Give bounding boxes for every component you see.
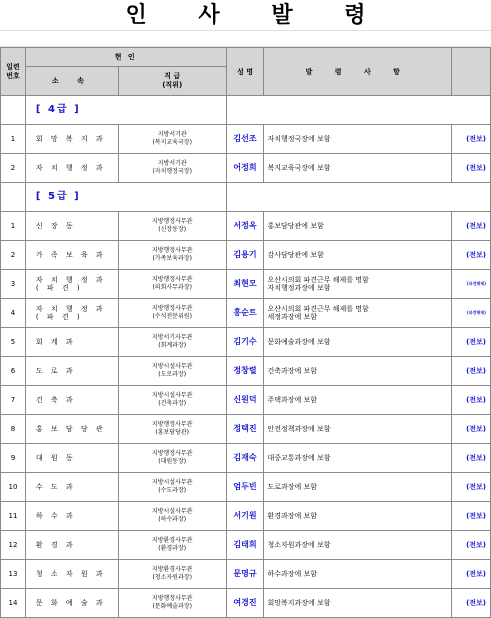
position-title: (건축과장) xyxy=(158,400,187,407)
row-name: 김기수 xyxy=(226,328,264,357)
row-rank xyxy=(118,154,226,183)
appointment-line: 문화예술과장에 보함 xyxy=(267,338,331,346)
rank-title: 지방환경사무관 xyxy=(151,566,193,573)
row-note: (전보) xyxy=(452,502,491,531)
row-name: 김용기 xyxy=(226,241,264,270)
table-row xyxy=(1,154,491,183)
row-appointment xyxy=(264,357,452,386)
grade-label: [ 5급 ] xyxy=(25,183,226,212)
spreadsheet-blank-row xyxy=(0,30,491,47)
rank-title: 지방시설사무관 xyxy=(151,479,193,486)
row-number: 9 xyxy=(1,444,26,473)
row-note: (전보) xyxy=(452,386,491,415)
appointment-line: 오산시의회 파견근무 해제를 명함 xyxy=(267,305,369,313)
position-title: (수석전문위원) xyxy=(152,313,192,320)
row-name: 정택진 xyxy=(226,415,264,444)
row-department xyxy=(25,357,118,386)
department-name: 회 망 복 지 과 xyxy=(35,135,106,143)
row-department xyxy=(25,502,118,531)
row-note: (전보) xyxy=(452,241,491,270)
table-row xyxy=(1,212,491,241)
position-title: (홍보담당관) xyxy=(155,429,190,436)
department-name: 회 계 과 xyxy=(35,338,76,346)
row-department xyxy=(25,386,118,415)
appointment-line: 감사담당관에 보함 xyxy=(267,251,324,259)
position-title: (복지교육국장) xyxy=(152,139,192,146)
appointment-line: 하수과장에 보함 xyxy=(267,570,318,578)
table-row xyxy=(1,357,491,386)
position-title: (환경과장) xyxy=(158,545,187,552)
department-name: 수 도 과 xyxy=(35,483,76,491)
row-rank xyxy=(118,560,226,589)
department-name: 청 소 자 원 과 xyxy=(35,570,106,578)
row-name: 서기원 xyxy=(226,502,264,531)
grade-section-row xyxy=(1,183,491,212)
row-rank xyxy=(118,589,226,618)
row-appointment xyxy=(264,589,452,618)
row-rank xyxy=(118,357,226,386)
row-number: 1 xyxy=(1,125,26,154)
rank-title: 지방행정사무관 xyxy=(151,421,193,428)
rank-title: 지방시설사무관 xyxy=(151,508,193,515)
row-appointment xyxy=(264,502,452,531)
row-department xyxy=(25,270,118,299)
appointment-line: 주택과장에 보함 xyxy=(267,396,318,404)
appointment-line: 홍보담당관에 보함 xyxy=(267,222,324,230)
row-department xyxy=(25,212,118,241)
row-note: (전보) xyxy=(452,212,491,241)
appointment-line: 오산시의회 파견근무 해제를 명함 xyxy=(267,276,369,284)
department-name: 신 장 동 xyxy=(35,222,76,230)
row-appointment xyxy=(264,299,452,328)
appointment-line: 자치행정과장에 보함 xyxy=(267,284,331,292)
appointment-line: 세정과장에 보함 xyxy=(267,313,318,321)
table-row xyxy=(1,531,491,560)
row-department xyxy=(25,328,118,357)
position-title: (청소자원과장) xyxy=(152,574,192,581)
department-name: 자 치 행 정 과 xyxy=(35,164,106,172)
department-name: 대 원 동 xyxy=(35,454,76,462)
row-number: 2 xyxy=(1,241,26,270)
rank-title: 지방행정사무관 xyxy=(151,305,193,312)
row-note: (파견해제) xyxy=(452,270,491,299)
row-note: (전보) xyxy=(452,154,491,183)
grade-section-row xyxy=(1,96,491,125)
row-appointment xyxy=(264,241,452,270)
row-note: (전보) xyxy=(452,415,491,444)
department-name: 하 수 과 xyxy=(35,512,76,520)
row-appointment xyxy=(264,473,452,502)
row-rank xyxy=(118,531,226,560)
row-appointment xyxy=(264,125,452,154)
header-note xyxy=(452,48,491,96)
grade-section-blank xyxy=(1,183,26,212)
row-name: 어정희 xyxy=(226,154,264,183)
row-note: (전보) xyxy=(452,125,491,154)
row-name: 정창렬 xyxy=(226,357,264,386)
table-row xyxy=(1,328,491,357)
row-appointment xyxy=(264,270,452,299)
row-rank xyxy=(118,241,226,270)
row-department xyxy=(25,560,118,589)
appointment-line: 안전정책과장에 보함 xyxy=(267,425,331,433)
row-name: 문명규 xyxy=(226,560,264,589)
row-name: 신원덕 xyxy=(226,386,264,415)
header-rank: 직 급 (직위) xyxy=(118,67,226,96)
row-department xyxy=(25,299,118,328)
row-department xyxy=(25,415,118,444)
appointment-line: 대중교통과장에 보함 xyxy=(267,454,331,462)
table-row xyxy=(1,473,491,502)
row-number: 13 xyxy=(1,560,26,589)
rank-title: 지방서기관 xyxy=(157,131,187,138)
grade-section-blank xyxy=(226,96,490,125)
header-content: 발 령 사 항 xyxy=(264,48,452,96)
table-row xyxy=(1,386,491,415)
position-title: (하수과장) xyxy=(158,516,187,523)
row-appointment xyxy=(264,212,452,241)
row-department xyxy=(25,473,118,502)
grade-section-blank xyxy=(1,96,26,125)
row-number: 10 xyxy=(1,473,26,502)
row-rank xyxy=(118,125,226,154)
position-title: (문화예술과장) xyxy=(152,603,192,610)
rank-title: 지방시설사무관 xyxy=(151,363,193,370)
row-number: 5 xyxy=(1,328,26,357)
position-title: (가족보육과장) xyxy=(152,255,192,262)
department-name: 홍 보 담 당 관 xyxy=(35,425,106,433)
header-row xyxy=(1,48,491,67)
row-number: 8 xyxy=(1,415,26,444)
header-dept: 소 속 xyxy=(25,67,118,96)
row-name: 여경진 xyxy=(226,589,264,618)
row-note: (전보) xyxy=(452,328,491,357)
appointment-line: 자치행정국장에 보함 xyxy=(267,135,331,143)
position-title: (대원동장) xyxy=(158,458,187,465)
row-note: (전보) xyxy=(452,357,491,386)
row-department xyxy=(25,241,118,270)
row-name: 최현모 xyxy=(226,270,264,299)
appointment-line: 복지교육국장에 보함 xyxy=(267,164,331,172)
row-name: 홍순트 xyxy=(226,299,264,328)
department-name: 환 경 과 xyxy=(35,541,76,549)
row-name: 엄두빈 xyxy=(226,473,264,502)
department-name: 자 치 행 정 과 xyxy=(35,276,106,284)
rank-title: 지방환경사무관 xyxy=(151,537,193,544)
row-number: 2 xyxy=(1,154,26,183)
row-number: 11 xyxy=(1,502,26,531)
row-number: 7 xyxy=(1,386,26,415)
header-seq: 일련 번호 xyxy=(1,48,26,96)
table-row xyxy=(1,125,491,154)
position-title: (자치행정국장) xyxy=(152,168,192,175)
header-current: 현 인 xyxy=(25,48,226,67)
row-rank xyxy=(118,299,226,328)
position-title: (수도과장) xyxy=(158,487,187,494)
rank-title: 지방행정사무관 xyxy=(151,218,193,225)
row-appointment xyxy=(264,386,452,415)
rank-title: 지방서기관 xyxy=(157,160,187,167)
row-appointment xyxy=(264,531,452,560)
row-number: 12 xyxy=(1,531,26,560)
row-number: 6 xyxy=(1,357,26,386)
rank-title: 지방행정사무관 xyxy=(151,276,193,283)
row-number: 3 xyxy=(1,270,26,299)
grade-label: [ 4급 ] xyxy=(25,96,226,125)
row-department xyxy=(25,531,118,560)
row-note: (전보) xyxy=(452,473,491,502)
row-appointment xyxy=(264,415,452,444)
row-note: (전보) xyxy=(452,531,491,560)
appointment-line: 건축과장에 보함 xyxy=(267,367,318,375)
table-row xyxy=(1,241,491,270)
row-note: (파견해제) xyxy=(452,299,491,328)
table-row xyxy=(1,560,491,589)
row-department xyxy=(25,125,118,154)
row-name: 서정옥 xyxy=(226,212,264,241)
row-rank xyxy=(118,328,226,357)
row-note: (전보) xyxy=(452,589,491,618)
row-note: (전보) xyxy=(452,444,491,473)
row-rank xyxy=(118,415,226,444)
row-name: 김재숙 xyxy=(226,444,264,473)
table-row xyxy=(1,502,491,531)
grade-section-blank xyxy=(226,183,490,212)
rank-title: 지방행정사무관 xyxy=(151,595,193,602)
appointment-line: 환경과장에 보함 xyxy=(267,512,318,520)
appointment-line: 도로과장에 보함 xyxy=(267,483,318,491)
position-title: (의회사무과장) xyxy=(152,284,192,291)
row-name: 김선조 xyxy=(226,125,264,154)
row-rank xyxy=(118,502,226,531)
department-name: 자 치 행 정 과 xyxy=(35,305,106,313)
row-rank xyxy=(118,270,226,299)
page-title: 인 사 발 령 xyxy=(125,2,388,28)
row-number: 1 xyxy=(1,212,26,241)
rank-title: 지방시설사무관 xyxy=(151,392,193,399)
appointment-line: 회망복지과장에 보함 xyxy=(267,599,331,607)
position-title: (회계과장) xyxy=(158,342,187,349)
row-appointment xyxy=(264,328,452,357)
rank-title: 지방행정사무관 xyxy=(151,450,193,457)
position-title: (도로과장) xyxy=(158,371,187,378)
rank-title: 지방서기사무관 xyxy=(151,334,193,341)
rank-title: 지방행정사무관 xyxy=(151,247,193,254)
row-department xyxy=(25,444,118,473)
table-row xyxy=(1,270,491,299)
department-name: 가 족 보 육 과 xyxy=(35,251,106,259)
department-name: 건 축 과 xyxy=(35,396,76,404)
row-note: (전보) xyxy=(452,560,491,589)
table-row xyxy=(1,444,491,473)
row-rank xyxy=(118,473,226,502)
department-note: ( 파 견 ) xyxy=(35,284,83,292)
row-department xyxy=(25,589,118,618)
department-name: 문 화 예 술 과 xyxy=(35,599,106,607)
table-row xyxy=(1,589,491,618)
department-note: ( 파 견 ) xyxy=(35,313,83,321)
table-row xyxy=(1,415,491,444)
row-number: 4 xyxy=(1,299,26,328)
table-row xyxy=(1,299,491,328)
row-rank xyxy=(118,386,226,415)
row-appointment xyxy=(264,560,452,589)
row-name: 김태희 xyxy=(226,531,264,560)
appointment-line: 청소자원과장에 보함 xyxy=(267,541,331,549)
row-rank xyxy=(118,212,226,241)
row-department xyxy=(25,154,118,183)
personnel-table xyxy=(0,47,491,618)
row-number: 14 xyxy=(1,589,26,618)
row-appointment xyxy=(264,444,452,473)
department-name: 도 로 과 xyxy=(35,367,76,375)
header-name: 성 명 xyxy=(226,48,264,96)
row-rank xyxy=(118,444,226,473)
position-title: (신장동장) xyxy=(158,226,187,233)
row-appointment xyxy=(264,154,452,183)
